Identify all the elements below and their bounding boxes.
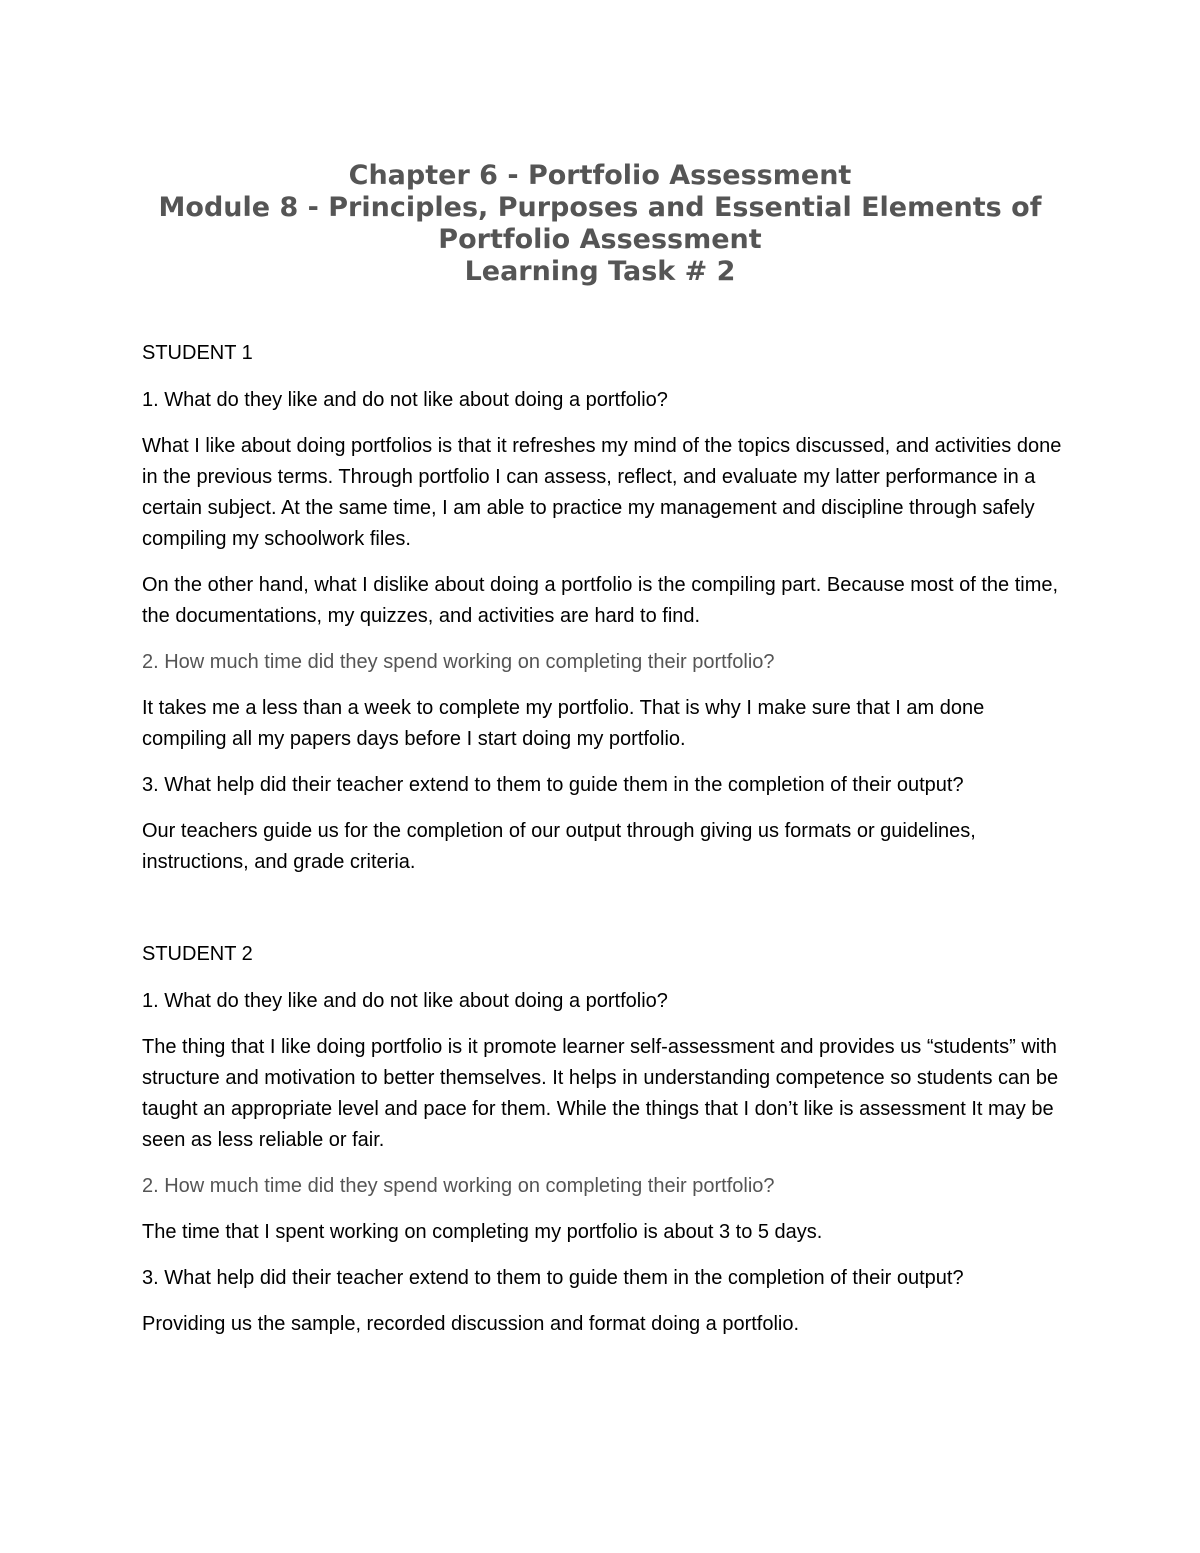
student-1-answer-2: It takes me a less than a week to complete my portfolio. That is why I make sure that I am done compiling all my papers days before I start doing my portfolio. — [142, 697, 985, 750]
student-1-answer-1-paragraph-1: What I like about doing portfolios is that it refreshes my mind of the topics discussed, and activities done in the previous terms. Through portfolio I can assess, reflect, and evaluate my latter performance in a certain subject. At the same time, I am able to practice my management and discipline through safely compiling my schoolwork files. — [142, 435, 1062, 550]
student-2-question-1: 1. What do they like and do not like about doing a portfolio? — [142, 990, 668, 1012]
student-1-question-3: 3. What help did their teacher extend to them to guide them in the completion of their output? — [142, 774, 964, 796]
document-heading — [0, 160, 1200, 288]
student-2-section — [142, 939, 1072, 1340]
student-1-question-1: 1. What do they like and do not like about doing a portfolio? — [142, 389, 668, 411]
learning-task-title: Learning Task # 2 — [464, 256, 736, 287]
module-title-line-2: Portfolio Assessment — [438, 224, 762, 255]
student-1-answer-1-paragraph-2: On the other hand, what I dislike about doing a portfolio is the compiling part. Because most of the time, the documentations, my quizzes, and activities are hard to find. — [142, 574, 1059, 627]
student-2-question-2: 2. How much time did they spend working on completing their portfolio? — [142, 1175, 775, 1197]
student-2-question-3: 3. What help did their teacher extend to them to guide them in the completion of their output? — [142, 1267, 964, 1289]
student-2-answer-3: Providing us the sample, recorded discussion and format doing a portfolio. — [142, 1313, 800, 1335]
student-1-answer-3: Our teachers guide us for the completion of our output through giving us formats or guidelines, instructions, and grade criteria. — [142, 820, 976, 873]
document-body — [142, 338, 1072, 1355]
student-2-label: STUDENT 2 — [142, 943, 253, 965]
student-1-question-2: 2. How much time did they spend working on completing their portfolio? — [142, 651, 775, 673]
student-2-answer-2: The time that I spent working on completing my portfolio is about 3 to 5 days. — [142, 1221, 823, 1243]
student-2-answer-1-paragraph-1: The thing that I like doing portfolio is it promote learner self-assessment and provides us “students” with structure and motivation to better themselves. It helps in understanding competence so students can be taught an appropriate level and pace for them. While the things that I don’t like is assessment It may be seen as less reliable or fair. — [142, 1036, 1059, 1151]
student-1-section — [142, 338, 1072, 878]
student-1-label: STUDENT 1 — [142, 342, 253, 364]
module-title-line-1: Module 8 - Principles, Purposes and Essential Elements of — [158, 192, 1042, 223]
section-spacer — [142, 893, 1072, 939]
chapter-title: Chapter 6 - Portfolio Assessment — [348, 160, 852, 191]
